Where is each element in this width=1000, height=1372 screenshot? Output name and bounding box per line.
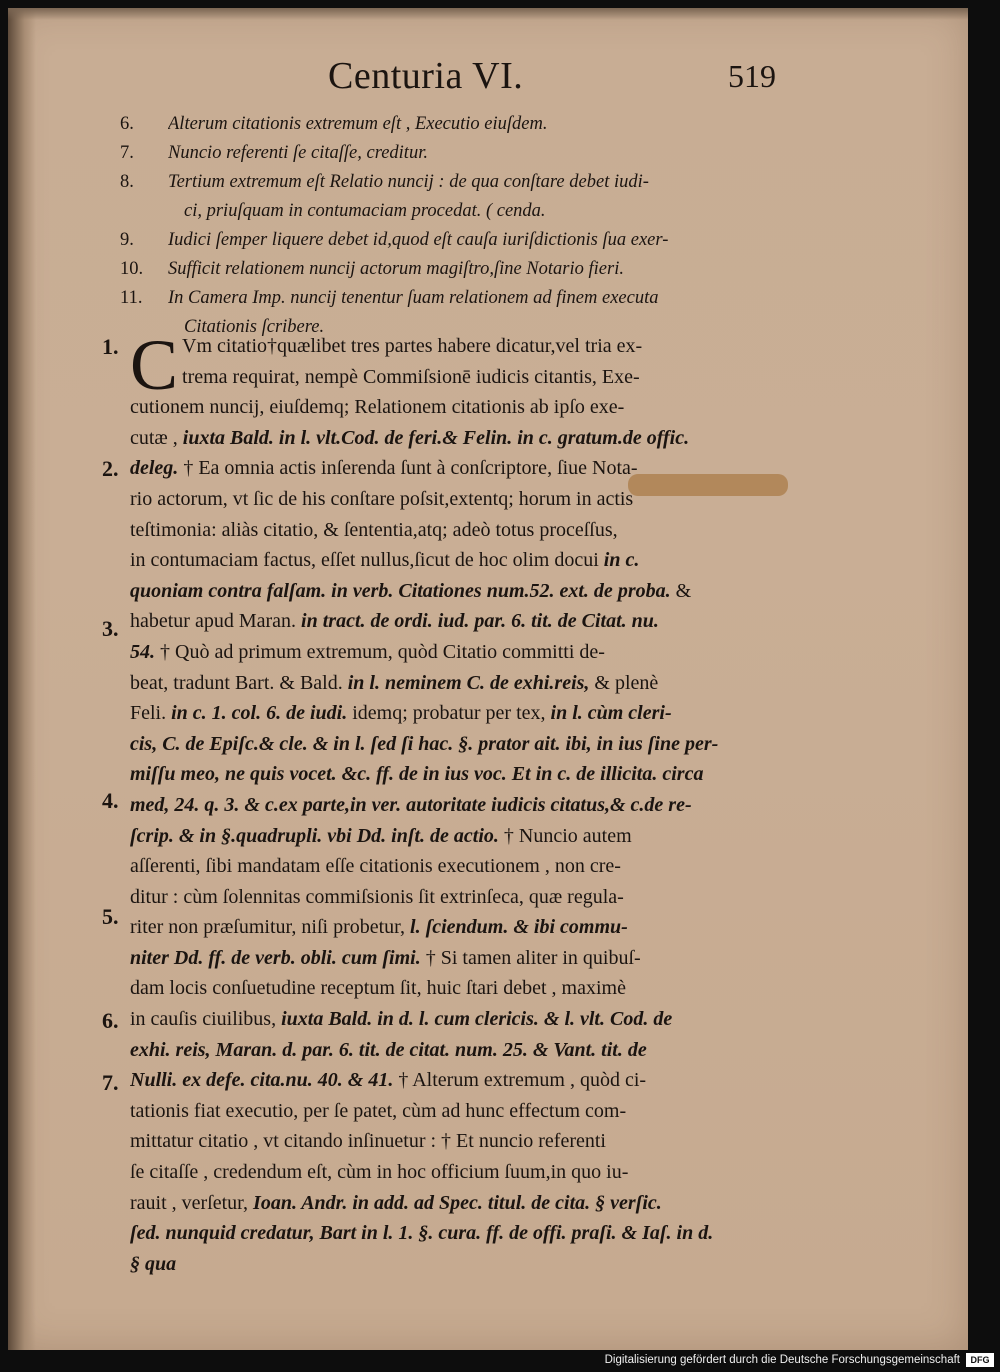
citation-text: in tract. de ordi. iud. par. 6. tit. de Citat. nu. <box>296 610 659 633</box>
summary-text: In Camera Imp. nuncij tenentur ſuam relationem ad finem executa <box>168 288 659 308</box>
line-text: cutæ , <box>130 426 178 449</box>
summary-number: 7. <box>120 143 134 163</box>
text-line <box>130 1157 790 1188</box>
text-line <box>130 882 790 913</box>
margin-number: 7. <box>102 1070 119 1095</box>
line-text: dam locis conſuetudine receptum ſit, huic ſtari debet , maximè <box>130 977 626 1000</box>
summary-item <box>118 110 798 139</box>
drop-cap: C <box>130 325 179 405</box>
text-line <box>130 821 790 852</box>
line-text: beat, tradunt Bart. & Bald. <box>130 671 343 694</box>
running-head: Centuria VI. <box>328 55 524 97</box>
margin-number: 2. <box>102 456 119 481</box>
citation-text: l. ſciendum. & ibi commu- <box>405 916 628 939</box>
summary-number: 8. <box>120 172 134 192</box>
text-line <box>130 912 790 943</box>
text-line <box>130 637 790 668</box>
line-text: teſtimonia: aliàs citatio, & ſententia,atq; adeò totus proceſſus, <box>130 518 618 541</box>
summary-list <box>118 110 798 342</box>
citation-text: cis, C. de Epiſc.& cle. & in l. ſed ſi hac. §. prator ait. ibi, in ius ſine per- <box>130 732 719 755</box>
citation-text: Nulli. ex defe. cita.nu. 40. & 41. <box>130 1069 399 1092</box>
text-line <box>130 606 790 637</box>
text-line <box>130 1065 790 1096</box>
summary-text: Alterum citationis extremum eſt , Executio eiuſdem. <box>168 114 548 134</box>
summary-text: Iudici ſemper liquere debet id,quod eſt cauſa iuriſdictionis ſua exer- <box>168 230 669 250</box>
text-line <box>130 943 790 974</box>
line-text: habetur apud Maran. <box>130 610 297 633</box>
summary-item <box>118 168 798 226</box>
text-line <box>130 1249 790 1280</box>
citation-text: Ioan. Andr. in add. ad Spec. titul. de cita. § verſic. <box>248 1191 662 1214</box>
page-binding-edge <box>8 8 36 1350</box>
line-text: trema requirat, nempè Commiſsionē iudicis citantis, Exe- <box>182 365 640 388</box>
summary-item <box>118 139 798 168</box>
line-text: † Nuncio autem <box>503 824 632 847</box>
summary-number: 6. <box>120 114 134 134</box>
margin-number: 6. <box>102 1008 119 1033</box>
text-line <box>130 1218 790 1249</box>
line-text: & <box>675 579 692 602</box>
text-line <box>130 576 790 607</box>
citation-text: in c. 1. col. 6. de iudi. <box>166 702 353 725</box>
citation-text: quoniam contra falſam. in verb. Citationes num.52. ext. de proba. <box>130 579 676 602</box>
line-text: † Si tamen aliter in quibuſ- <box>425 946 641 969</box>
summary-item <box>118 226 798 255</box>
summary-text: Sufficit relationem nuncij actorum magiſtro,ſine Notario fieri. <box>168 259 624 279</box>
text-line <box>130 423 790 454</box>
citation-text: § qua <box>130 1252 177 1275</box>
citation-text: ſed. nunquid credatur, Bart in l. 1. §. cura. ff. de offi. praſi. & Iaſ. in d. <box>130 1222 714 1245</box>
summary-continuation: Citationis ſcribere. <box>184 317 325 337</box>
line-text: rio actorum, vt ſic de his conſtare poſsit,extentq; horum in actis <box>130 487 634 510</box>
line-text: ditur : cùm ſolennitas commiſsionis ſit extrinſeca, quæ regula- <box>130 885 624 908</box>
summary-number: 11. <box>120 288 143 308</box>
text-line <box>130 1126 790 1157</box>
text-line <box>130 790 790 821</box>
citation-text: ſcrip. & in §.quadrupli. vbi Dd. inſt. de actio. <box>130 824 504 847</box>
citation-text: miſſu meo, ne quis vocet. &c. ff. de in ius voc. Et in c. de illicita. circa <box>130 763 704 786</box>
line-text: rauit , verſetur, <box>130 1191 249 1214</box>
line-text: cutionem nuncij, eiuſdemq; Relationem citationis ab ipſo exe- <box>130 396 625 419</box>
summary-text: Tertium extremum eſt Relatio nuncij : de qua conſtare debet iudi- <box>168 172 649 192</box>
margin-number: 4. <box>102 788 119 813</box>
text-line <box>130 698 790 729</box>
citation-text: in c. <box>598 549 640 572</box>
text-line <box>130 973 790 1004</box>
text-line <box>130 515 790 546</box>
summary-text: Nuncio referenti ſe citaſſe, creditur. <box>168 143 428 163</box>
citation-text: in l. cùm cleri- <box>545 702 672 725</box>
citation-text: in l. neminem C. de exhi.reis, <box>342 671 595 694</box>
line-text: idemq; probatur per tex, <box>352 702 546 725</box>
citation-text: iuxta Bald. in l. vlt.Cod. de feri.& Felin. in c. gratum.de offic. <box>177 426 690 449</box>
citation-text: niter Dd. ff. de verb. obli. cum ſimi. <box>130 946 426 969</box>
line-text: riter non præſumitur, niſi probetur, <box>130 916 406 939</box>
text-line <box>130 1096 790 1127</box>
summary-number: 9. <box>120 230 134 250</box>
line-text: Vm citatio†quælibet tres partes habere dicatur,vel tria ex- <box>182 335 643 357</box>
text-line <box>130 453 790 484</box>
line-text: in contumaciam factus, eſſet nullus,ſicut de hoc olim docui <box>130 549 599 572</box>
citation-text: deleg. <box>130 457 184 480</box>
text-line <box>130 545 790 576</box>
margin-number: 5. <box>102 904 119 929</box>
text-line <box>130 1035 790 1066</box>
page-top-edge <box>8 8 968 20</box>
line-text: Feli. <box>130 702 167 725</box>
text-line <box>130 668 790 699</box>
text-line <box>130 392 790 423</box>
citation-text: med, 24. q. 3. & c.ex parte,in ver. autoritate iudicis citatus,& c.de re- <box>130 793 692 816</box>
line-text: & plenè <box>594 671 659 694</box>
line-text: ſe citaſſe , credendum eſt, cùm in hoc officium ſuum,in quo iu- <box>130 1161 629 1184</box>
text-line <box>130 1004 790 1035</box>
digitization-footer <box>0 1350 1000 1372</box>
text-line <box>182 331 790 362</box>
dfg-logo: DFG <box>966 1353 994 1367</box>
page-number: 519 <box>728 58 776 94</box>
summary-item <box>118 255 798 284</box>
citation-text: iuxta Bald. in d. l. cum clericis. & l. vlt. Cod. de <box>276 1008 673 1031</box>
citation-text: exhi. reis, Maran. d. par. 6. tit. de citat. num. 25. & Vant. tit. de <box>130 1038 647 1061</box>
line-text: † Ea omnia actis inſerenda ſunt à conſcriptore, ſiue Nota- <box>183 457 638 480</box>
text-line <box>130 484 790 515</box>
line-text: aſſerenti, ſibi mandatam eſſe citationis executionem , non cre- <box>130 855 621 878</box>
text-line <box>182 362 790 393</box>
text-line <box>130 1188 790 1219</box>
summary-number: 10. <box>120 259 144 279</box>
text-line <box>130 851 790 882</box>
footer-credit: Digitalisierung gefördert durch die Deutsche Forschungsgemeinschaft <box>604 1354 960 1366</box>
margin-number: 1. <box>102 334 119 359</box>
book-page <box>8 8 968 1350</box>
text-line <box>130 759 790 790</box>
margin-number: 3. <box>102 616 119 641</box>
summary-continuation: ci, priuſquam in contumaciam procedat. ( cenda. <box>184 201 546 221</box>
citation-text: 54. <box>130 640 160 663</box>
line-text: † Alterum extremum , quòd ci- <box>398 1069 647 1092</box>
line-text: in cauſis ciuilibus, <box>130 1008 277 1031</box>
text-line <box>130 729 790 760</box>
line-text: † Quò ad primum extremum, quòd Citatio committi de- <box>160 640 605 663</box>
line-text: mittatur citatio , vt citando inſinuetur : † Et nuncio referenti <box>130 1130 606 1153</box>
line-text: tationis fiat executio, per ſe patet, cùm ad hunc effectum com- <box>130 1099 627 1122</box>
